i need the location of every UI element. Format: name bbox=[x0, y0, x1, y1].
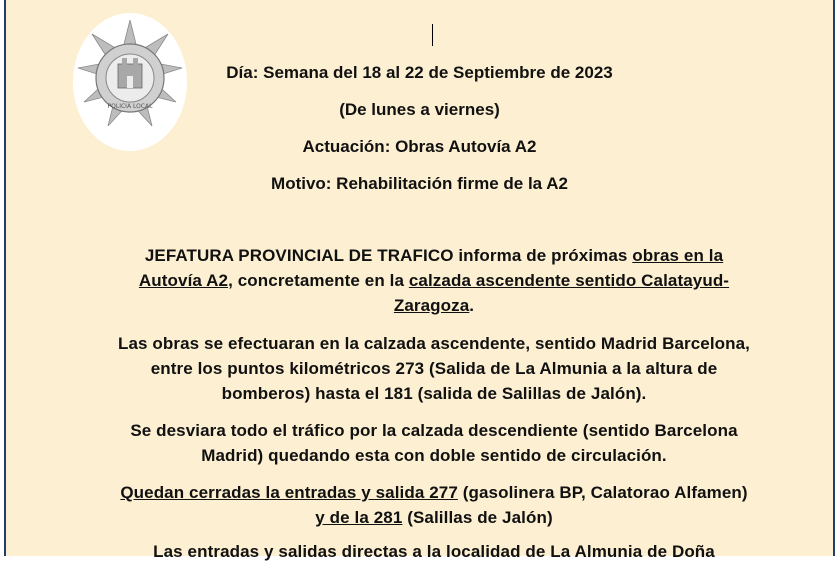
header-day: Día: Semana del 18 al 22 de Septiembre de 2023 bbox=[226, 63, 613, 82]
paragraph-intro bbox=[118, 243, 750, 318]
intro-works: obras en la Autovía A2, bbox=[138, 246, 724, 290]
closure-277-desc: (gasolinera BP, Calatorao Alfamen) bbox=[457, 483, 748, 502]
intro-authority: JEFATURA PROVINCIAL DE TRAFICO bbox=[144, 246, 454, 265]
paragraph-closures bbox=[118, 480, 750, 530]
svg-text:POLICIA LOCAL: POLICIA LOCAL bbox=[107, 103, 153, 110]
document-page bbox=[4, 0, 835, 561]
intro-direction: calzada ascendente sentido Calatayud-Zaragoza bbox=[393, 271, 730, 315]
paragraph-almunia: Las entradas y salidas directas a la localidad de La Almunia de Doña bbox=[153, 542, 715, 561]
intro-text-2: concretamente en la bbox=[232, 271, 409, 290]
closure-281-desc: (Salillas de Jalón) bbox=[402, 508, 553, 527]
intro-text: informa de próximas bbox=[453, 246, 633, 265]
text-cursor bbox=[432, 24, 433, 46]
closure-277: Quedan cerradas la entradas y salida 277 bbox=[120, 483, 458, 502]
paragraph-works-location: Las obras se efectuaran en la calzada ascendente, sentido Madrid Barcelona, entre los puntos kilométricos 273 (Salida de La Almunia a la altura de bomberos) hasta el 181 (salida de Salillas de Jalón). bbox=[118, 334, 751, 403]
closure-281: y de la 281 bbox=[315, 508, 403, 527]
header-weekdays: (De lunes a viernes) bbox=[339, 100, 500, 119]
header-reason: Motivo: Rehabilitación firme de la A2 bbox=[271, 174, 568, 193]
paragraph-detour: Se desviara todo el tráfico por la calzada descendiente (sentido Barcelona Madrid) quedando esta con doble sentido de circulación. bbox=[130, 421, 738, 465]
intro-end: . bbox=[469, 296, 475, 315]
header-action: Actuación: Obras Autovía A2 bbox=[302, 137, 537, 156]
